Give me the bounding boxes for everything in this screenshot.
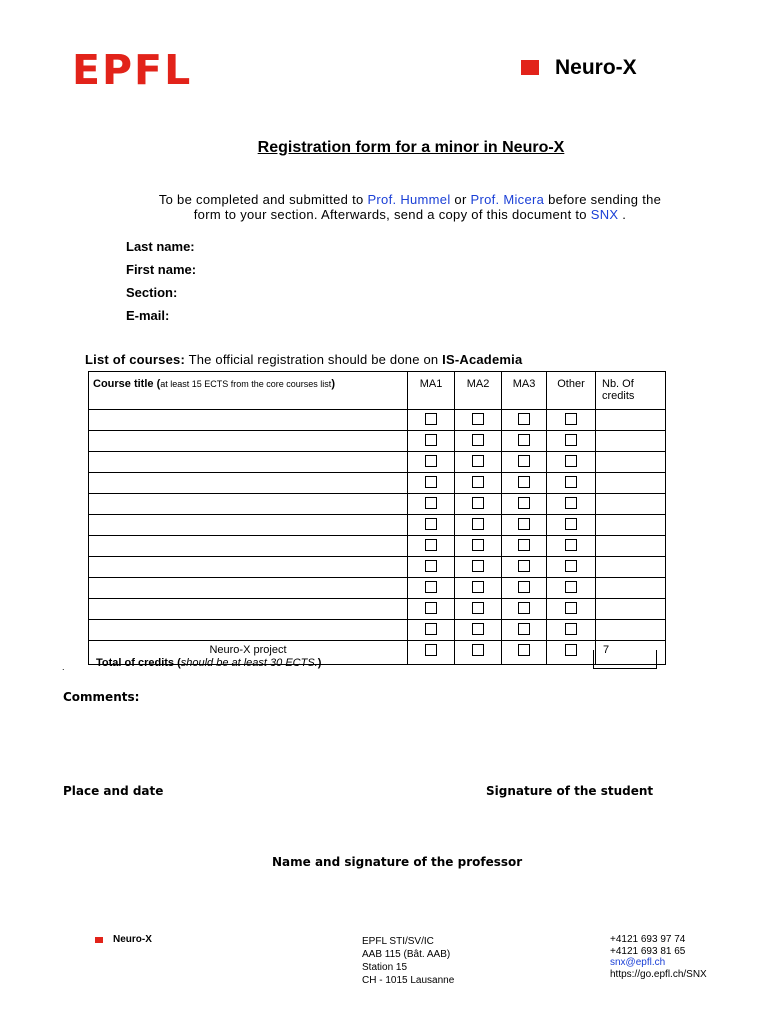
other-checkbox-cell (547, 536, 596, 557)
course-row (89, 494, 666, 515)
course-title-field[interactable] (89, 599, 408, 620)
ma2-checkbox[interactable] (472, 602, 484, 614)
footer-phone: +4121 693 97 74 (610, 934, 686, 945)
ma1-checkbox[interactable] (425, 434, 437, 446)
last-name-label: Last name: (126, 239, 195, 254)
ma1-checkbox[interactable] (425, 518, 437, 530)
ma2-checkbox[interactable] (472, 518, 484, 530)
credits-field[interactable] (596, 431, 666, 452)
course-row (89, 536, 666, 557)
first-name-label: First name: (126, 262, 197, 277)
credits-field[interactable] (596, 515, 666, 536)
ma3-checkbox[interactable] (518, 455, 530, 467)
ma1-checkbox-cell (408, 473, 455, 494)
credits-header: Nb. Of credits (596, 372, 666, 410)
other-checkbox[interactable] (565, 455, 577, 467)
table-header-row (89, 372, 666, 410)
ma2-checkbox[interactable] (472, 497, 484, 509)
ma1-checkbox[interactable] (425, 497, 437, 509)
is-academia-label: IS-Academia (442, 352, 523, 367)
other-header: Other (547, 372, 596, 410)
ma3-checkbox[interactable] (518, 581, 530, 593)
neuro-x-logo-text: Neuro-X (555, 56, 637, 79)
ma1-header: MA1 (408, 372, 455, 410)
other-checkbox-cell (547, 620, 596, 641)
neuro-x-project-label: Neuro-X project (89, 641, 408, 665)
credits-field[interactable] (596, 494, 666, 515)
ma1-checkbox-cell (408, 620, 455, 641)
ma3-checkbox-cell (502, 452, 547, 473)
other-checkbox[interactable] (565, 602, 577, 614)
ma1-checkbox-cell (408, 557, 455, 578)
course-row (89, 515, 666, 536)
course-title-header: Course title (at least 15 ECTS from the core courses list) (89, 372, 408, 410)
page-title: Registration form for a minor in Neuro-X (257, 139, 565, 156)
ma2-header: MA2 (455, 372, 502, 410)
ma3-checkbox[interactable] (518, 644, 530, 656)
other-checkbox[interactable] (565, 560, 577, 572)
project-credits: 7 (596, 641, 666, 665)
other-checkbox[interactable] (565, 413, 577, 425)
ma1-checkbox[interactable] (425, 413, 437, 425)
other-checkbox-cell (547, 515, 596, 536)
ma3-checkbox[interactable] (518, 434, 530, 446)
other-checkbox-cell (547, 410, 596, 431)
stray-mark: . (62, 662, 65, 672)
other-checkbox-cell (547, 641, 596, 665)
credits-field[interactable] (596, 578, 666, 599)
ma3-checkbox[interactable] (518, 413, 530, 425)
ma3-checkbox[interactable] (518, 623, 530, 635)
ma3-checkbox-cell (502, 620, 547, 641)
ma2-checkbox[interactable] (472, 560, 484, 572)
total-credits-field[interactable] (593, 650, 657, 669)
ma2-checkbox-cell (455, 620, 502, 641)
intro-text: . (618, 207, 627, 222)
course-title-field[interactable] (89, 557, 408, 578)
intro-paragraph (110, 192, 710, 222)
prof-micera-link[interactable]: Prof. Micera (470, 192, 545, 207)
ma1-checkbox[interactable] (425, 539, 437, 551)
footer-url[interactable]: https://go.epfl.ch/SNX (610, 968, 707, 980)
epfl-logo: EPFL (72, 46, 193, 94)
ma3-checkbox[interactable] (518, 476, 530, 488)
ma1-checkbox-cell (408, 452, 455, 473)
ma3-checkbox-cell (502, 536, 547, 557)
ma1-checkbox[interactable] (425, 476, 437, 488)
ma2-checkbox-cell (455, 515, 502, 536)
ma1-checkbox[interactable] (425, 602, 437, 614)
credits-field[interactable] (596, 452, 666, 473)
other-checkbox[interactable] (565, 497, 577, 509)
course-title-field[interactable] (89, 536, 408, 557)
course-title-field[interactable] (89, 473, 408, 494)
courses-heading-text: The official registration should be done on (185, 352, 443, 367)
courses-heading-label: List of courses: (85, 352, 185, 367)
other-checkbox[interactable] (565, 539, 577, 551)
course-row (89, 620, 666, 641)
course-title-field[interactable] (89, 578, 408, 599)
total-credits-label: Total of credits (should be at least 30 ECTS.) (96, 657, 322, 669)
ma1-checkbox-cell (408, 641, 455, 665)
ma3-checkbox[interactable] (518, 602, 530, 614)
ma3-checkbox[interactable] (518, 518, 530, 530)
ma2-checkbox-cell (455, 557, 502, 578)
footer-logo-square (95, 937, 103, 943)
course-title-field[interactable] (89, 620, 408, 641)
credits-field[interactable] (596, 599, 666, 620)
neuro-x-logo-square (521, 60, 539, 75)
other-checkbox-cell (547, 473, 596, 494)
ma2-checkbox[interactable] (472, 623, 484, 635)
ma3-checkbox[interactable] (518, 539, 530, 551)
intro-text: before sending the (544, 192, 662, 207)
ma2-checkbox[interactable] (472, 539, 484, 551)
email-label: E-mail: (126, 308, 170, 323)
ma1-checkbox[interactable] (425, 455, 437, 467)
ma1-checkbox-cell (408, 494, 455, 515)
ma1-checkbox-cell (408, 515, 455, 536)
student-signature-label: Signature of the student (486, 784, 654, 798)
ma1-checkbox-cell (408, 410, 455, 431)
ma3-checkbox-cell (502, 515, 547, 536)
other-checkbox[interactable] (565, 476, 577, 488)
credits-field[interactable] (596, 536, 666, 557)
ma2-checkbox-cell (455, 473, 502, 494)
ma2-checkbox[interactable] (472, 581, 484, 593)
course-title-field[interactable] (89, 431, 408, 452)
course-title-field[interactable] (89, 515, 408, 536)
ma2-checkbox-cell (455, 494, 502, 515)
credits-field[interactable] (596, 410, 666, 431)
course-title-field[interactable] (89, 452, 408, 473)
ma1-checkbox-cell (408, 536, 455, 557)
ma2-checkbox-cell (455, 578, 502, 599)
ma1-checkbox[interactable] (425, 560, 437, 572)
other-checkbox[interactable] (565, 581, 577, 593)
ma2-checkbox[interactable] (472, 476, 484, 488)
ma1-checkbox[interactable] (425, 623, 437, 635)
course-title-field[interactable] (89, 410, 408, 431)
intro-text: or (450, 192, 471, 207)
other-checkbox-cell (547, 431, 596, 452)
courses-table (88, 371, 666, 665)
ma3-checkbox-cell (502, 641, 547, 665)
intro-text: form to your section. Afterwards, send a copy of this document to (193, 207, 591, 222)
other-checkbox[interactable] (565, 623, 577, 635)
ma3-checkbox-cell (502, 410, 547, 431)
section-label: Section: (126, 285, 178, 300)
ma3-checkbox-cell (502, 599, 547, 620)
other-checkbox-cell (547, 599, 596, 620)
other-checkbox-cell (547, 494, 596, 515)
ma2-checkbox-cell (455, 641, 502, 665)
snx-link[interactable]: SNX (590, 207, 619, 222)
other-checkbox-cell (547, 452, 596, 473)
footer-address: EPFL STI/SV/IC AAB 115 (Bât. AAB) Station 15 CH - 1015 Lausanne (362, 936, 455, 986)
ma1-checkbox-cell (408, 578, 455, 599)
professor-signature-label: Name and signature of the professor (272, 855, 523, 869)
ma3-checkbox-cell (502, 494, 547, 515)
ma2-checkbox[interactable] (472, 434, 484, 446)
course-row (89, 452, 666, 473)
ma3-checkbox-cell (502, 431, 547, 452)
comments-label: Comments: (63, 690, 140, 704)
other-checkbox-cell (547, 557, 596, 578)
footer-phone: +4121 693 81 65 (610, 945, 686, 957)
course-row (89, 557, 666, 578)
courses-heading (85, 352, 522, 367)
ma2-checkbox[interactable] (472, 455, 484, 467)
ma2-checkbox-cell (455, 431, 502, 452)
other-checkbox[interactable] (565, 518, 577, 530)
footer-brand: Neuro-X (113, 934, 152, 945)
ma1-checkbox[interactable] (425, 644, 437, 656)
course-row (89, 599, 666, 620)
ma3-header: MA3 (502, 372, 547, 410)
place-date-label: Place and date (63, 784, 164, 798)
credits-field[interactable] (596, 620, 666, 641)
ma3-checkbox[interactable] (518, 497, 530, 509)
intro-text: To be completed and submitted to (158, 192, 368, 207)
ma2-checkbox[interactable] (472, 644, 484, 656)
course-row (89, 473, 666, 494)
ma1-checkbox-cell (408, 599, 455, 620)
ma1-checkbox-cell (408, 431, 455, 452)
ma2-checkbox-cell (455, 599, 502, 620)
credits-field[interactable] (596, 557, 666, 578)
ma2-checkbox-cell (455, 410, 502, 431)
footer-email-link[interactable]: snx@epfl.ch (610, 957, 666, 968)
ma2-checkbox-cell (455, 452, 502, 473)
ma3-checkbox-cell (502, 578, 547, 599)
course-title-field[interactable] (89, 494, 408, 515)
ma3-checkbox-cell (502, 473, 547, 494)
ma1-checkbox[interactable] (425, 581, 437, 593)
ma3-checkbox[interactable] (518, 560, 530, 572)
course-row (89, 410, 666, 431)
course-row (89, 578, 666, 599)
ma2-checkbox-cell (455, 536, 502, 557)
other-checkbox[interactable] (565, 644, 577, 656)
course-row (89, 431, 666, 452)
other-checkbox[interactable] (565, 434, 577, 446)
credits-field[interactable] (596, 473, 666, 494)
other-checkbox-cell (547, 578, 596, 599)
ma3-checkbox-cell (502, 557, 547, 578)
ma2-checkbox[interactable] (472, 413, 484, 425)
prof-hummel-link[interactable]: Prof. Hummel (367, 192, 451, 207)
footer-contact (610, 934, 707, 980)
